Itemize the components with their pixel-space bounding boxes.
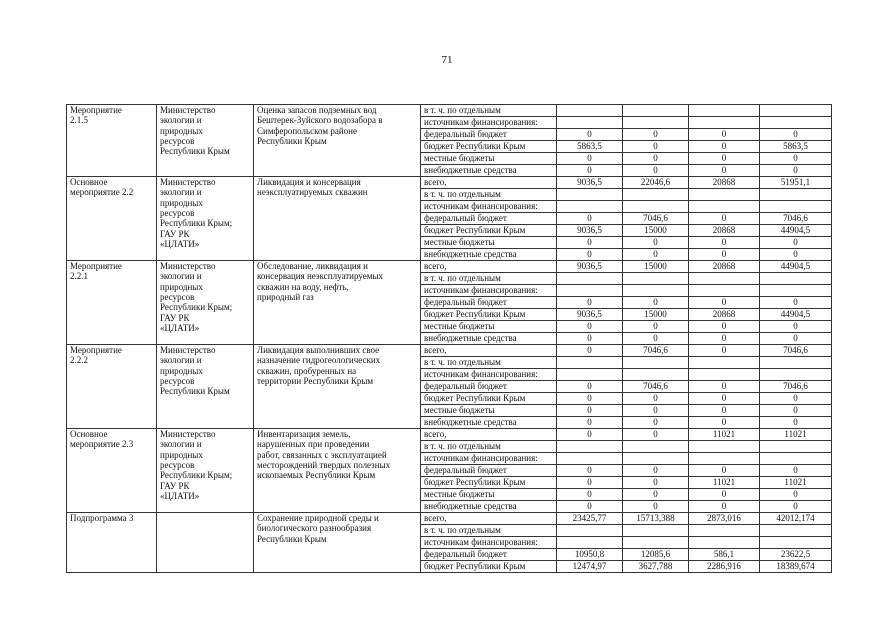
amount-cell: [557, 189, 623, 201]
amount-cell: 10950,8: [557, 549, 623, 561]
description-cell-line: Обследование, ликвидация и: [257, 261, 368, 271]
amount-cell: [689, 273, 760, 285]
amount-cell: 0: [760, 321, 832, 333]
description-cell: [254, 261, 421, 345]
executor-cell-line: Республики Крым;: [160, 218, 233, 229]
funding-source-label: внебюджетные средства: [421, 333, 557, 345]
amount-cell: 23622,5: [760, 549, 832, 561]
executor-cell-line: ГАУ РК: [160, 228, 190, 239]
amount-cell: [623, 273, 689, 285]
description-cell-line: консервация неэксплуатируемых: [257, 271, 383, 282]
amount-cell: 9036,5: [557, 261, 623, 273]
amount-cell: 11021: [689, 429, 760, 441]
page-number: 71: [441, 54, 453, 66]
amount-cell: 0: [557, 405, 623, 417]
funding-source-label: федеральный бюджет: [421, 297, 557, 309]
amount-cell: 0: [689, 501, 760, 513]
funding-source-label: внебюджетные средства: [421, 165, 557, 177]
amount-cell: 0: [623, 333, 689, 345]
executor-cell-line: Республики Крым: [160, 386, 230, 397]
executor-cell: [157, 261, 254, 345]
amount-cell: 9036,5: [557, 225, 623, 237]
amount-cell: 0: [760, 465, 832, 477]
executor-cell: [157, 429, 254, 513]
funding-source-label: внебюджетные средства: [421, 249, 557, 261]
amount-cell: 0: [557, 393, 623, 405]
amount-cell: 7046,6: [760, 381, 832, 393]
funding-source-label: всего,: [421, 429, 557, 441]
amount-cell: [623, 189, 689, 201]
funding-source-label: федеральный бюджет: [421, 381, 557, 393]
funding-source-label: местные бюджеты: [421, 321, 557, 333]
executor-cell-line: экологии и: [160, 355, 202, 366]
amount-cell: [760, 525, 832, 537]
amount-cell: 0: [557, 165, 623, 177]
amount-cell: 7046,6: [623, 381, 689, 393]
event-name-cell-line: Мероприятие: [70, 345, 122, 355]
amount-cell: [557, 525, 623, 537]
event-name-cell-line: Мероприятие: [70, 261, 122, 271]
funding-source-label: бюджет Республики Крым: [421, 477, 557, 489]
amount-cell: 0: [689, 321, 760, 333]
event-name-cell: [67, 261, 157, 345]
amount-cell: 0: [557, 417, 623, 429]
funding-source-label: в т. ч. по отдельным: [421, 357, 557, 369]
funding-source-label: всего,: [421, 345, 557, 357]
amount-cell: 0: [557, 429, 623, 441]
amount-cell: 15000: [623, 261, 689, 273]
amount-cell: 0: [760, 489, 832, 501]
event-name-cell: [67, 429, 157, 513]
amount-cell: 5863,5: [557, 141, 623, 153]
amount-cell: 0: [623, 321, 689, 333]
amount-cell: 0: [689, 405, 760, 417]
funding-source-label: источникам финансирования:: [421, 453, 557, 465]
amount-cell: 0: [689, 153, 760, 165]
description-cell-line: территории Республики Крым: [257, 376, 374, 387]
executor-cell-line: ресурсов: [160, 136, 195, 147]
amount-cell: 15713,388: [623, 513, 689, 525]
event-name-cell-line: мероприятие 2.3: [70, 439, 134, 450]
amount-cell: 11021: [689, 477, 760, 489]
funding-source-label: бюджет Республики Крым: [421, 141, 557, 153]
amount-cell: 0: [689, 345, 760, 357]
amount-cell: 44904,5: [760, 261, 832, 273]
amount-cell: 0: [689, 237, 760, 249]
amount-cell: 0: [689, 141, 760, 153]
executor-cell-line: ресурсов: [160, 208, 195, 219]
amount-cell: 0: [623, 501, 689, 513]
description-cell: [254, 513, 421, 573]
amount-cell: [623, 201, 689, 213]
amount-cell: 20868: [689, 225, 760, 237]
amount-cell: [689, 357, 760, 369]
amount-cell: [689, 441, 760, 453]
amount-cell: 0: [557, 489, 623, 501]
amount-cell: 586,1: [689, 549, 760, 561]
amount-cell: [623, 453, 689, 465]
funding-source-label: в т. ч. по отдельным: [421, 525, 557, 537]
amount-cell: [557, 441, 623, 453]
funding-source-label: всего,: [421, 513, 557, 525]
funding-source-label: в т. ч. по отдельным: [421, 273, 557, 285]
amount-cell: [557, 201, 623, 213]
amount-cell: 0: [760, 129, 832, 141]
event-name-cell-line: Основное: [70, 177, 108, 187]
amount-cell: 0: [623, 417, 689, 429]
executor-cell-line: Министерство: [160, 429, 216, 439]
amount-cell: 0: [760, 153, 832, 165]
amount-cell: 0: [623, 393, 689, 405]
funding-source-label: внебюджетные средства: [421, 501, 557, 513]
table-row: [67, 513, 832, 525]
amount-cell: 0: [557, 321, 623, 333]
funding-source-label: всего,: [421, 261, 557, 273]
executor-cell-line: ресурсов: [160, 460, 195, 471]
amount-cell: [689, 285, 760, 297]
description-cell-line: Ликвидация и консервация: [257, 177, 361, 187]
amount-cell: [557, 117, 623, 129]
executor-cell-line: природных: [160, 281, 203, 292]
description-cell: [254, 177, 421, 261]
amount-cell: [689, 453, 760, 465]
amount-cell: [557, 273, 623, 285]
amount-cell: [623, 105, 689, 117]
funding-source-label: источникам финансирования:: [421, 117, 557, 129]
executor-cell-line: «ЦЛАТИ»: [160, 239, 200, 250]
amount-cell: [557, 105, 623, 117]
amount-cell: 0: [760, 501, 832, 513]
amount-cell: 0: [623, 465, 689, 477]
amount-cell: 0: [689, 249, 760, 261]
executor-cell-line: экологии и: [160, 187, 202, 198]
amount-cell: 7046,6: [760, 213, 832, 225]
amount-cell: 7046,6: [623, 213, 689, 225]
amount-cell: 0: [557, 381, 623, 393]
amount-cell: 0: [557, 237, 623, 249]
funding-source-label: в т. ч. по отдельным: [421, 105, 557, 117]
amount-cell: 0: [557, 153, 623, 165]
description-cell-line: Республики Крым: [257, 533, 327, 544]
description-cell-line: Ликвидация выполнивших свое: [257, 345, 380, 355]
funding-source-label: в т. ч. по отдельным: [421, 189, 557, 201]
description-cell-line: природный газ: [257, 292, 314, 303]
amount-cell: 0: [557, 297, 623, 309]
event-name-cell-line: Основное: [70, 429, 108, 439]
amount-cell: [760, 453, 832, 465]
amount-cell: 42012,174: [760, 513, 832, 525]
amount-cell: [557, 357, 623, 369]
amount-cell: 0: [557, 333, 623, 345]
amount-cell: 0: [557, 345, 623, 357]
description-cell-line: неэксплуатируемых скважин: [257, 187, 368, 198]
executor-cell: [157, 105, 254, 177]
amount-cell: [623, 357, 689, 369]
executor-cell: [157, 513, 254, 573]
description-cell-line: скважин на воду, нефть,: [257, 281, 349, 292]
description-cell-line: Инвентаризация земель,: [257, 429, 351, 439]
amount-cell: [557, 453, 623, 465]
amount-cell: 20868: [689, 261, 760, 273]
amount-cell: 0: [760, 237, 832, 249]
amount-cell: 0: [623, 429, 689, 441]
amount-cell: 0: [623, 129, 689, 141]
executor-cell-line: ресурсов: [160, 292, 195, 303]
table-row: [67, 105, 832, 117]
funding-source-label: источникам финансирования:: [421, 537, 557, 549]
amount-cell: 12474,97: [557, 561, 623, 573]
amount-cell: 0: [689, 333, 760, 345]
description-cell-line: Бештерек-Зуйского водозабора в: [257, 115, 383, 126]
funding-source-label: федеральный бюджет: [421, 213, 557, 225]
amount-cell: 0: [689, 465, 760, 477]
amount-cell: [623, 441, 689, 453]
description-cell-line: Оценка запасов подземных вод: [257, 105, 377, 115]
amount-cell: 0: [623, 249, 689, 261]
amount-cell: 0: [623, 405, 689, 417]
amount-cell: 0: [557, 129, 623, 141]
description-cell-line: Республики Крым: [257, 136, 327, 147]
table-body: [67, 105, 832, 573]
budget-table: [66, 104, 832, 573]
executor-cell-line: ГАУ РК: [160, 480, 190, 491]
amount-cell: 11021: [760, 477, 832, 489]
description-cell-line: назначение гидрогеологических: [257, 355, 381, 366]
executor-cell-line: Министерство: [160, 261, 216, 271]
amount-cell: [760, 201, 832, 213]
funding-source-label: местные бюджеты: [421, 405, 557, 417]
amount-cell: 7046,6: [760, 345, 832, 357]
event-name-cell: [67, 345, 157, 429]
event-name-cell: [67, 105, 157, 177]
amount-cell: 7046,6: [623, 345, 689, 357]
description-cell-line: нарушенных при проведении: [257, 439, 370, 450]
amount-cell: 2873,016: [689, 513, 760, 525]
executor-cell-line: экологии и: [160, 271, 202, 282]
amount-cell: [689, 105, 760, 117]
amount-cell: 51951,1: [760, 177, 832, 189]
amount-cell: 0: [760, 249, 832, 261]
amount-cell: 0: [557, 477, 623, 489]
amount-cell: 11021: [760, 429, 832, 441]
description-cell-line: Симферопольском районе: [257, 125, 357, 136]
amount-cell: 0: [623, 477, 689, 489]
amount-cell: [760, 357, 832, 369]
description-cell-line: месторождений твердых полезных: [257, 460, 391, 471]
amount-cell: 0: [689, 297, 760, 309]
amount-cell: [689, 369, 760, 381]
funding-source-label: федеральный бюджет: [421, 465, 557, 477]
amount-cell: [623, 537, 689, 549]
amount-cell: [760, 117, 832, 129]
description-cell: [254, 345, 421, 429]
executor-cell-line: ГАУ РК: [160, 312, 190, 323]
amount-cell: 9036,5: [557, 309, 623, 321]
funding-source-label: источникам финансирования:: [421, 201, 557, 213]
amount-cell: 22046,6: [623, 177, 689, 189]
amount-cell: 0: [760, 417, 832, 429]
event-name-cell-line: 2.2.2: [70, 355, 88, 366]
amount-cell: 15000: [623, 309, 689, 321]
description-cell-line: работ, связанных с эксплуатацией: [257, 449, 387, 460]
funding-source-label: в т. ч. по отдельным: [421, 441, 557, 453]
executor-cell-line: экологии и: [160, 439, 202, 450]
amount-cell: 20868: [689, 309, 760, 321]
amount-cell: [760, 105, 832, 117]
amount-cell: 0: [557, 501, 623, 513]
executor-cell-line: природных: [160, 197, 203, 208]
amount-cell: 15000: [623, 225, 689, 237]
amount-cell: [623, 369, 689, 381]
amount-cell: 0: [623, 141, 689, 153]
amount-cell: 0: [689, 417, 760, 429]
amount-cell: 0: [623, 489, 689, 501]
event-name-cell-line: 2.1.5: [70, 115, 88, 126]
event-name-cell: [67, 177, 157, 261]
amount-cell: [623, 525, 689, 537]
funding-source-label: федеральный бюджет: [421, 549, 557, 561]
executor-cell-line: Министерство: [160, 105, 216, 115]
amount-cell: 23425,77: [557, 513, 623, 525]
description-cell: [254, 429, 421, 513]
amount-cell: 0: [760, 297, 832, 309]
description-cell-line: Сохранение природной среды и: [257, 513, 379, 523]
amount-cell: [689, 537, 760, 549]
executor-cell-line: природных: [160, 125, 203, 136]
executor-cell-line: «ЦЛАТИ»: [160, 323, 200, 334]
executor-cell-line: природных: [160, 449, 203, 460]
amount-cell: [689, 189, 760, 201]
amount-cell: [557, 285, 623, 297]
amount-cell: 0: [557, 465, 623, 477]
amount-cell: 2286,916: [689, 561, 760, 573]
description-cell-line: ископаемых Республики Крым: [257, 470, 376, 481]
executor-cell-line: Республики Крым;: [160, 470, 233, 481]
amount-cell: 0: [689, 393, 760, 405]
amount-cell: [689, 525, 760, 537]
executor-cell: [157, 177, 254, 261]
amount-cell: 0: [623, 153, 689, 165]
executor-cell-line: «ЦЛАТИ»: [160, 491, 200, 502]
funding-source-label: всего,: [421, 177, 557, 189]
table-row: [67, 429, 832, 441]
executor-cell: [157, 345, 254, 429]
table-row: [67, 345, 832, 357]
amount-cell: 0: [689, 213, 760, 225]
executor-cell-line: Республики Крым: [160, 146, 230, 157]
funding-source-label: местные бюджеты: [421, 489, 557, 501]
table-row: [67, 261, 832, 273]
funding-source-label: бюджет Республики Крым: [421, 393, 557, 405]
funding-source-label: федеральный бюджет: [421, 129, 557, 141]
amount-cell: 0: [689, 381, 760, 393]
amount-cell: [557, 369, 623, 381]
amount-cell: 0: [760, 165, 832, 177]
table-row: [67, 177, 832, 189]
amount-cell: [623, 285, 689, 297]
amount-cell: [760, 537, 832, 549]
funding-source-label: внебюджетные средства: [421, 417, 557, 429]
amount-cell: [760, 285, 832, 297]
funding-source-label: местные бюджеты: [421, 153, 557, 165]
amount-cell: 0: [623, 165, 689, 177]
amount-cell: 18389,674: [760, 561, 832, 573]
amount-cell: 9036,5: [557, 177, 623, 189]
amount-cell: [760, 189, 832, 201]
amount-cell: 44904,5: [760, 225, 832, 237]
description-cell-line: биологического разнообразия: [257, 523, 372, 534]
description-cell: [254, 105, 421, 177]
amount-cell: 0: [689, 129, 760, 141]
amount-cell: 44904,5: [760, 309, 832, 321]
amount-cell: [760, 273, 832, 285]
executor-cell-line: ресурсов: [160, 376, 195, 387]
amount-cell: [760, 369, 832, 381]
event-name-cell-line: 2.2.1: [70, 271, 88, 282]
funding-source-label: бюджет Республики Крым: [421, 309, 557, 321]
funding-source-label: источникам финансирования:: [421, 285, 557, 297]
amount-cell: 0: [689, 489, 760, 501]
amount-cell: 0: [557, 213, 623, 225]
executor-cell-line: Министерство: [160, 177, 216, 187]
event-name-cell: [67, 513, 157, 573]
amount-cell: 0: [557, 249, 623, 261]
executor-cell-line: Министерство: [160, 345, 216, 355]
amount-cell: 12085,6: [623, 549, 689, 561]
executor-cell-line: Республики Крым;: [160, 302, 233, 313]
description-cell-line: скважин, пробуренных на: [257, 365, 357, 376]
event-name-cell-line: Подпрограмма 3: [70, 513, 134, 523]
amount-cell: [689, 117, 760, 129]
funding-source-label: бюджет Республики Крым: [421, 225, 557, 237]
funding-source-label: источникам финансирования:: [421, 369, 557, 381]
amount-cell: 20868: [689, 177, 760, 189]
amount-cell: 5863,5: [760, 141, 832, 153]
amount-cell: [557, 537, 623, 549]
amount-cell: [760, 441, 832, 453]
amount-cell: 0: [623, 297, 689, 309]
executor-cell-line: экологии и: [160, 115, 202, 126]
event-name-cell-line: Мероприятие: [70, 105, 122, 115]
amount-cell: 0: [623, 237, 689, 249]
funding-source-label: местные бюджеты: [421, 237, 557, 249]
amount-cell: 0: [760, 333, 832, 345]
amount-cell: [689, 201, 760, 213]
event-name-cell-line: мероприятие 2.2: [70, 187, 134, 198]
amount-cell: 0: [760, 405, 832, 417]
executor-cell-line: природных: [160, 365, 203, 376]
funding-source-label: бюджет Республики Крым: [421, 561, 557, 573]
amount-cell: 3627,788: [623, 561, 689, 573]
amount-cell: 0: [689, 165, 760, 177]
amount-cell: [623, 117, 689, 129]
amount-cell: 0: [760, 393, 832, 405]
